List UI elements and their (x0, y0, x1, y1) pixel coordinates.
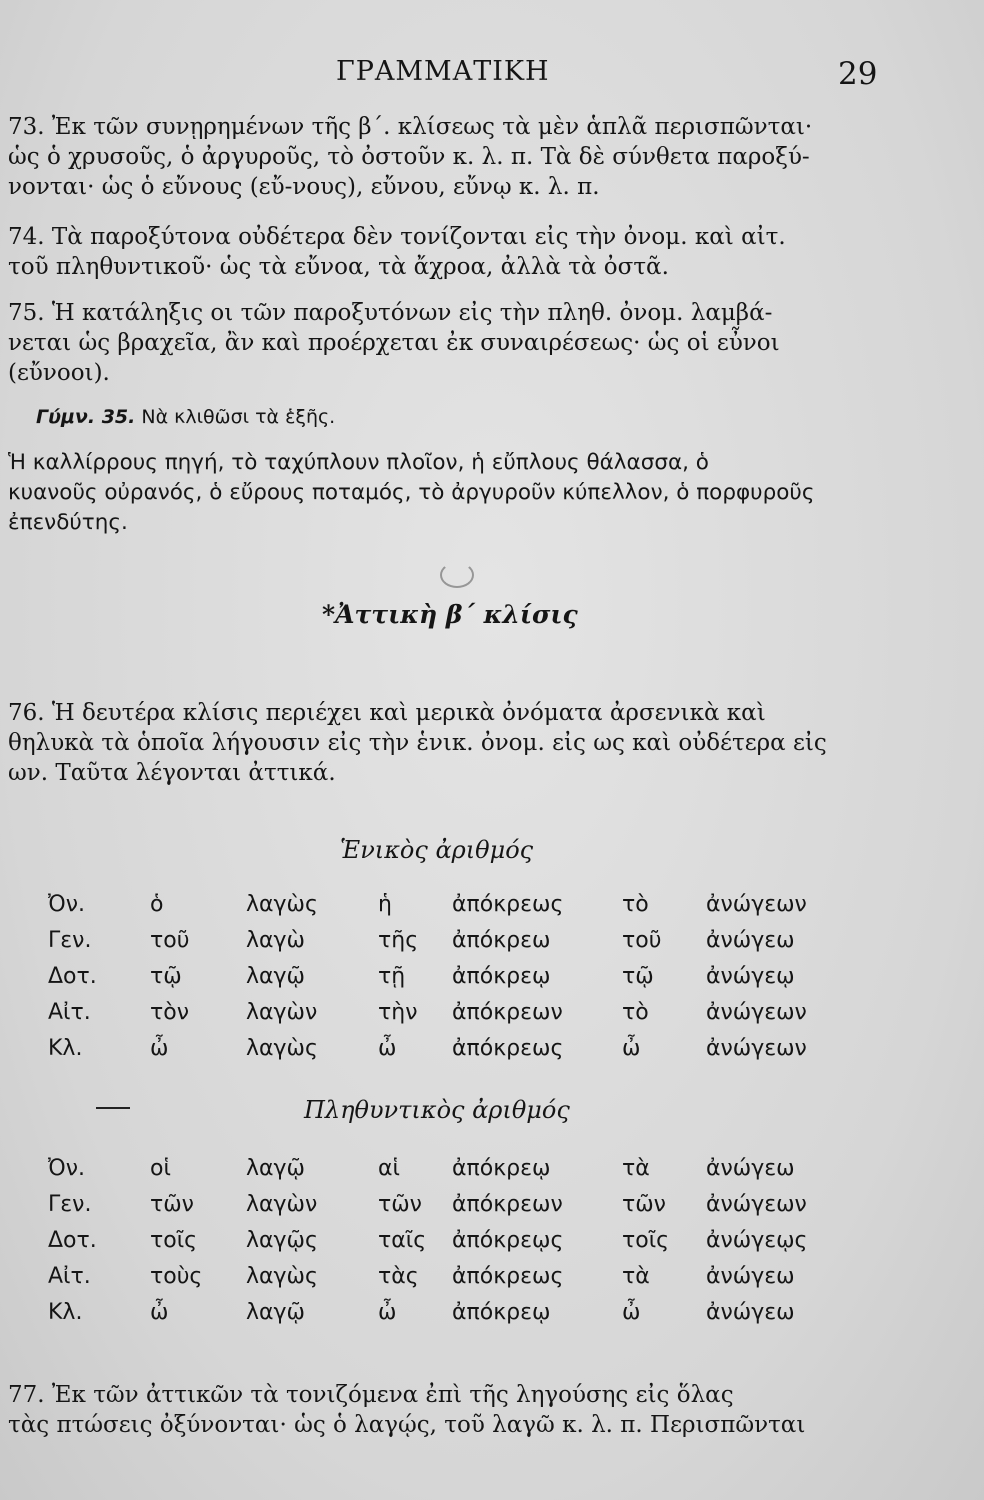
table-cell: τὸ (622, 892, 649, 917)
paragraph-77 (8, 1380, 876, 1440)
section-heading: *Ἀττικὴ β΄ κλίσις (322, 600, 578, 629)
paragraph-73 (8, 112, 876, 202)
table-row (0, 1036, 984, 1070)
table-cell: τὰ (622, 1156, 650, 1181)
table-cell: λαγῷ (246, 1300, 305, 1325)
table-cell: ἀπόκρεῳ (452, 1156, 551, 1181)
table-cell: ἀνώγεων (706, 1192, 807, 1217)
table-cell: αἱ (378, 1156, 400, 1181)
table-cell: ὦ (150, 1300, 169, 1325)
exercise-text (8, 448, 876, 538)
pencil-mark (440, 562, 474, 588)
table-cell: ἀπόκρεω (452, 928, 551, 953)
table-cell: ὦ (150, 1036, 169, 1061)
table-cell: τῶν (150, 1192, 194, 1217)
table-cell: τὸ (622, 1000, 649, 1025)
singular-heading: Ἑνικὸς ἀριθμός (340, 836, 534, 864)
table-cell: τὸν (150, 1000, 189, 1025)
exercise-label (36, 406, 335, 428)
table-cell: λαγὼς (246, 1036, 318, 1061)
text-line: Ἡ καλλίρρους πηγή, τὸ ταχύπλουν πλοῖον, ἡ εὔπλους θάλασσα, ὁ (8, 450, 709, 475)
table-row (0, 1264, 984, 1298)
table-cell: ἀπόκρεῳ (452, 964, 551, 989)
case-label: Κλ. (48, 1036, 83, 1061)
table-cell: τῶν (622, 1192, 666, 1217)
text-line: 74. Τὰ παροξύτονα οὐδέτερα δὲν τονίζονται εἰς τὴν ὀνομ. καὶ αἰτ. (8, 224, 786, 250)
text-line: νονται· ὡς ὁ εὔνους (εὔ-νους), εὔνου, εὔνῳ κ. λ. π. (8, 174, 600, 200)
text-line: τοῦ πληθυντικοῦ· ὡς τὰ εὔνοα, τὰ ἄχροα, ἀλλὰ τὰ ὀστᾶ. (8, 254, 669, 280)
table-cell: ἀνώγεων (706, 892, 807, 917)
text-line: ὡς ὁ χρυσοῦς, ὁ ἀργυροῦς, τὸ ὀστοῦν κ. λ. π. Τὰ δὲ σύνθετα παροξύ- (8, 144, 810, 170)
table-cell: τοῦ (622, 928, 662, 953)
text-line: τὰς πτώσεις ὀξύνονται· ὡς ὁ λαγῴς, τοῦ λαγῶ κ. λ. π. Περισπῶνται (8, 1412, 806, 1438)
table-cell: ἀνώγεω (706, 1264, 795, 1289)
table-cell: ὁ (150, 892, 164, 917)
table-cell: ἀνώγεων (706, 1000, 807, 1025)
table-cell: ὦ (378, 1300, 397, 1325)
table-row (0, 1000, 984, 1034)
table-cell: λαγὼν (246, 1000, 318, 1025)
table-cell: ἀνώγεω (706, 1300, 795, 1325)
paragraph-75 (8, 298, 876, 388)
table-cell: ἀνώγεων (706, 1036, 807, 1061)
table-row (0, 892, 984, 926)
paragraph-74 (8, 222, 876, 282)
case-label: Γεν. (48, 1192, 92, 1217)
table-cell: λαγὼς (246, 1264, 318, 1289)
table-cell: ἀπόκρεων (452, 1000, 563, 1025)
text-line: 77. Ἐκ τῶν ἀττικῶν τὰ τονιζόμενα ἐπὶ τῆς ληγούσης εἰς ὅλας (8, 1382, 734, 1408)
table-cell: ἀπόκρεως (452, 1264, 564, 1289)
table-cell: τοῦ (150, 928, 190, 953)
case-label: Ὀν. (48, 1156, 85, 1181)
table-cell: λαγῷς (246, 1228, 318, 1253)
table-row (0, 1300, 984, 1334)
text-line: ων. Ταῦτα λέγονται ἀττικά. (8, 760, 336, 786)
table-cell: τῷ (150, 964, 182, 989)
table-cell: λαγῷ (246, 1156, 305, 1181)
text-line: νεται ὡς βραχεῖα, ἂν καὶ προέρχεται ἐκ συναιρέσεως· ὡς οἱ εὖνοι (8, 330, 780, 356)
table-cell: ὦ (622, 1300, 641, 1325)
text-line: κυανοῦς οὐρανός, ὁ εὔρους ποταμός, τὸ ἀργυροῦν κύπελλον, ὁ πορφυροῦς (8, 480, 815, 505)
table-cell: τοὺς (150, 1264, 203, 1289)
text-line: 73. Ἐκ τῶν συνῃρημένων τῆς β΄. κλίσεως τὰ μὲν ἁπλᾶ περισπῶνται· (8, 114, 813, 140)
table-cell: λαγὼς (246, 892, 318, 917)
exercise-number: Γύμν. 35. (36, 406, 136, 428)
case-label: Κλ. (48, 1300, 83, 1325)
page-number: 29 (838, 56, 878, 92)
table-cell: ἡ (378, 892, 392, 917)
table-cell: ὦ (622, 1036, 641, 1061)
table-cell: ἀνώγεῳς (706, 1228, 808, 1253)
table-cell: τῇ (378, 964, 406, 989)
plural-heading: Πληθυντικὸς ἀριθμός (304, 1096, 570, 1124)
table-cell: οἱ (150, 1156, 171, 1181)
table-cell: ταῖς (378, 1228, 427, 1253)
exercise-instruction: Νὰ κλιθῶσι τὰ ἑξῆς. (141, 406, 336, 428)
table-cell: ἀνώγεῳ (706, 964, 795, 989)
table-row (0, 1192, 984, 1226)
table-cell: λαγὼν (246, 1192, 318, 1217)
table-cell: τῶν (378, 1192, 422, 1217)
case-label: Γεν. (48, 928, 92, 953)
divider-dash (96, 1107, 130, 1109)
text-line: (εὔνοοι). (8, 360, 110, 386)
table-cell: τὴν (378, 1000, 418, 1025)
text-line: 75. Ἡ κατάληξις οι τῶν παροξυτόνων εἰς τὴν πληθ. ὀνομ. λαμβά- (8, 300, 773, 326)
running-head: ΓΡΑΜΜΑΤΙΚΗ (336, 56, 550, 87)
table-cell: ἀπόκρεῳ (452, 1300, 551, 1325)
paragraph-76 (8, 698, 876, 788)
table-cell: τὰ (622, 1264, 650, 1289)
case-label: Αἰτ. (48, 1264, 91, 1289)
table-cell: τοῖς (150, 1228, 198, 1253)
table-cell: ἀπόκρεως (452, 892, 564, 917)
table-cell: τῆς (378, 928, 419, 953)
table-cell: τῷ (622, 964, 654, 989)
case-label: Δοτ. (48, 1228, 97, 1253)
table-cell: λαγὼ (246, 928, 305, 953)
table-cell: τὰς (378, 1264, 419, 1289)
table-cell: ἀπόκρεως (452, 1036, 564, 1061)
text-line: 76. Ἡ δευτέρα κλίσις περιέχει καὶ μερικὰ ὀνόματα ἀρσενικὰ καὶ (8, 700, 766, 726)
table-row (0, 1228, 984, 1262)
table-cell: ἀνώγεω (706, 1156, 795, 1181)
case-label: Δοτ. (48, 964, 97, 989)
table-cell: ἀπόκρεῳς (452, 1228, 564, 1253)
table-row (0, 1156, 984, 1190)
case-label: Αἰτ. (48, 1000, 91, 1025)
text-line: θηλυκὰ τὰ ὁποῖα λήγουσιν εἰς τὴν ἑνικ. ὀνομ. εἰς ως καὶ οὐδέτερα εἰς (8, 730, 827, 756)
table-cell: λαγῷ (246, 964, 305, 989)
table-cell: ἀπόκρεων (452, 1192, 563, 1217)
text-line: ἐπενδύτης. (8, 510, 128, 535)
table-cell: ἀνώγεω (706, 928, 795, 953)
table-cell: ὦ (378, 1036, 397, 1061)
case-label: Ὀν. (48, 892, 85, 917)
table-row (0, 964, 984, 998)
table-cell: τοῖς (622, 1228, 670, 1253)
table-row (0, 928, 984, 962)
